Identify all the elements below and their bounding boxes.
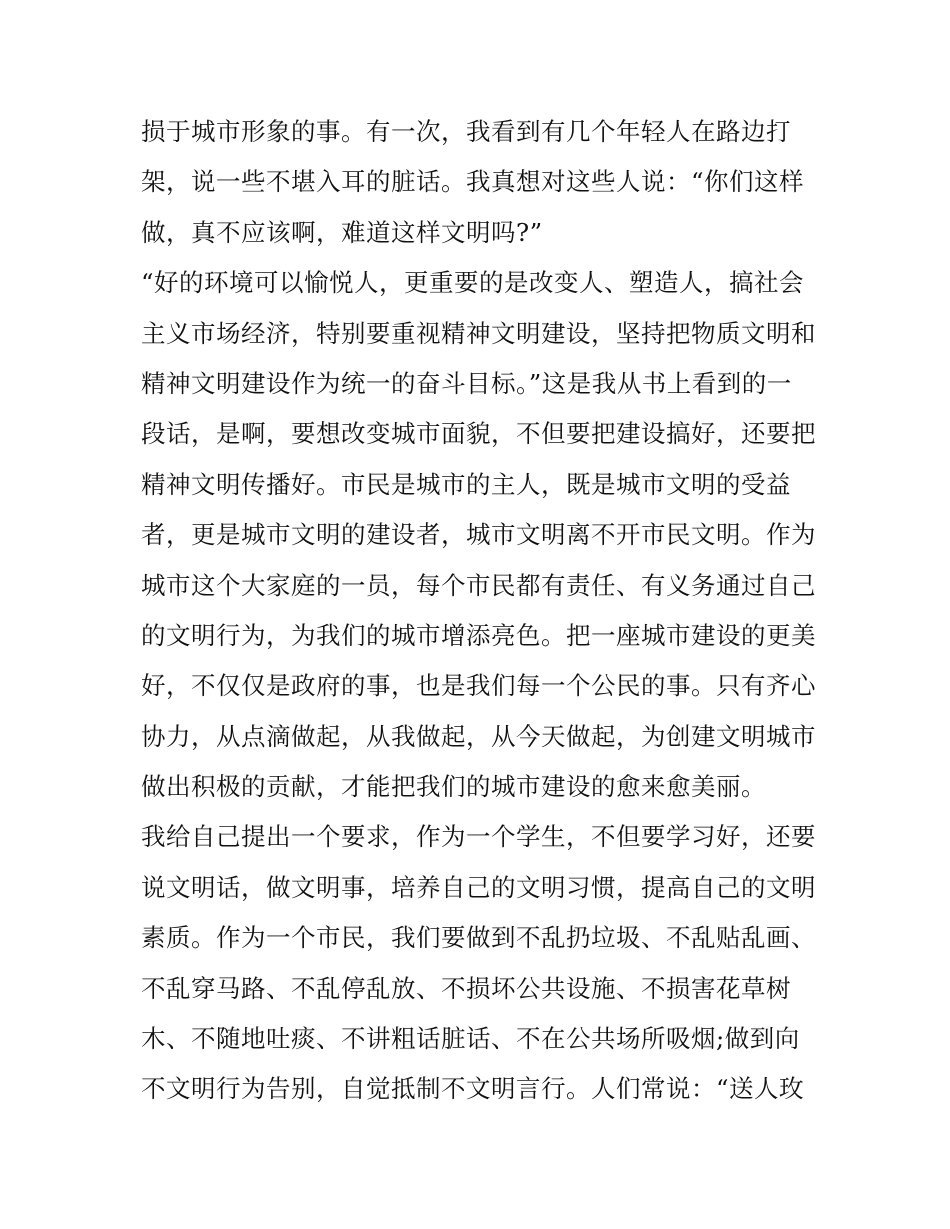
body-text bbox=[141, 107, 821, 1115]
text-line: 不文明行为告别，自觉抵制不文明言行。人们常说：“送人玫 bbox=[141, 1074, 805, 1104]
text-line: 架，说一些不堪入耳的脏话。我真想对这些人说：“你们这样 bbox=[141, 167, 805, 197]
text-line: “好的环境可以愉悦人，更重要的是改变人、塑造人，搞社会 bbox=[141, 268, 805, 298]
text-line: 的文明行为，为我们的城市增添亮色。把一座城市建设的更美 bbox=[141, 620, 816, 650]
text-line: 不乱穿马路、不乱停乱放、不损坏公共设施、不损害花草树 bbox=[141, 973, 791, 1003]
text-line: 做出积极的贡献，才能把我们的城市建设的愈来愈美丽。 bbox=[141, 772, 766, 802]
text-line: 损于城市形象的事。有一次，我看到有几个年轻人在路边打 bbox=[141, 117, 791, 146]
text-line: 主义市场经济，特别要重视精神文明建设，坚持把物质文明和 bbox=[141, 318, 816, 348]
text-line: 好，不仅仅是政府的事，也是我们每一个公民的事。只有齐心 bbox=[141, 671, 816, 701]
text-line: 协力，从点滴做起，从我做起，从今天做起，为创建文明城市 bbox=[141, 721, 816, 751]
text-line: 城市这个大家庭的一员，每个市民都有责任、有义务通过自己 bbox=[141, 570, 816, 600]
text-line: 说文明话，做文明事，培养自己的文明习惯，提高自己的文明 bbox=[141, 872, 816, 902]
text-line: 精神文明建设作为统一的奋斗目标。”这是我从书上看到的一 bbox=[141, 368, 792, 398]
text-line: 木、不随地吐痰、不讲粗话脏话、不在公共场所吸烟;做到向 bbox=[141, 1024, 800, 1054]
text-line: 段话，是啊，要想改变城市面貌，不但要把建设搞好，还要把 bbox=[141, 419, 816, 449]
text-line: 精神文明传播好。市民是城市的主人，既是城市文明的受益 bbox=[141, 469, 791, 499]
text-line: 者，更是城市文明的建设者，城市文明离不开市民文明。作为 bbox=[141, 520, 816, 550]
text-line: 素质。作为一个市民，我们要做到不乱扔垃圾、不乱贴乱画、 bbox=[141, 923, 816, 953]
text-line: 做，真不应该啊，难道这样文明吗?” bbox=[141, 217, 543, 247]
text-line: 我给自己提出一个要求，作为一个学生，不但要学习好，还要 bbox=[141, 822, 816, 852]
